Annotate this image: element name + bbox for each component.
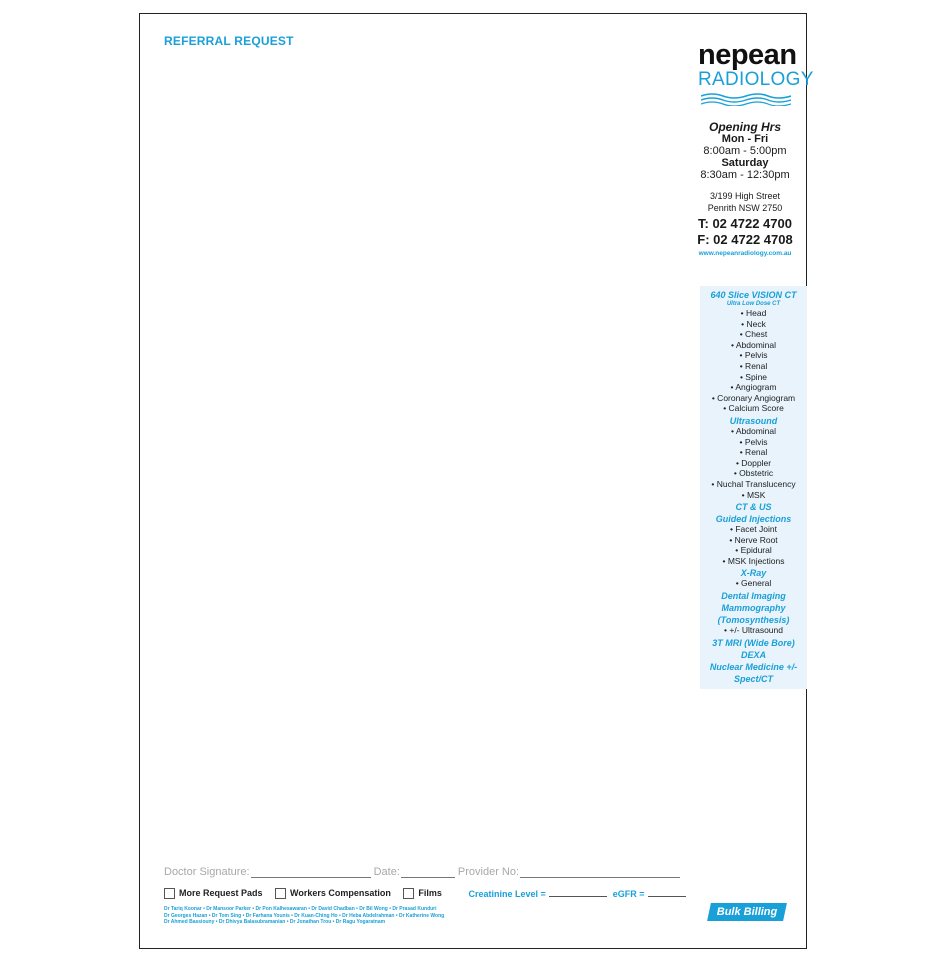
creatinine-label: Creatinine Level =: [468, 889, 546, 900]
service-item: • Neck: [741, 318, 766, 329]
opening-hours: [685, 121, 805, 181]
logo-word-nepean: nepean: [698, 39, 797, 71]
signature-row: [164, 866, 683, 878]
service-item: • Nuchal Translucency: [711, 478, 796, 489]
service-item: • Renal: [739, 447, 768, 458]
service-item: • MSK: [741, 489, 766, 500]
saturday-time: 8:30am - 12:30pm: [700, 169, 790, 181]
service-item: • Epidural: [735, 545, 772, 556]
service-heading: Guided Injections: [715, 514, 792, 525]
service-heading: (Tomosynthesis): [717, 615, 790, 626]
creatinine-field[interactable]: [549, 888, 607, 897]
service-heading: X-Ray: [740, 568, 767, 579]
bulk-billing-badge: Bulk Billing: [716, 906, 778, 918]
service-item: • MSK Injections: [722, 555, 785, 566]
services-panel: [700, 286, 807, 689]
egfr-label: eGFR =: [612, 889, 645, 900]
nepean-radiology-logo: [698, 39, 814, 106]
service-heading: Mammography: [721, 603, 786, 614]
films-checkbox[interactable]: [403, 888, 414, 899]
referral-form-page: [139, 13, 814, 949]
service-item: • Chest: [739, 329, 768, 340]
service-item: • Angiogram: [730, 382, 777, 393]
films-label: Films: [418, 888, 442, 899]
service-item: • Coronary Angiogram: [711, 392, 796, 403]
doctors-line-1: Dr Tariq Koonar • Dr Mansoor Parker • Dr Pon Kalhesawaran • Dr David Chadban • Dr Bil Wong • Dr Prasad Kunduri: [164, 906, 437, 912]
service-item: • Abdominal: [730, 425, 777, 436]
service-item: • Nerve Root: [729, 534, 778, 545]
doctors-list: [164, 906, 444, 926]
more-request-pads-checkbox[interactable]: [164, 888, 175, 899]
service-item: • Facet Joint: [730, 524, 777, 535]
service-heading: DEXA: [740, 649, 766, 660]
address-line-1: 3/199 High Street: [709, 191, 781, 201]
service-heading: Spect/CT: [733, 673, 773, 684]
form-title: REFERRAL REQUEST: [164, 34, 294, 48]
saturday-label: Saturday: [721, 157, 769, 169]
doctor-signature-field[interactable]: [251, 867, 371, 878]
workers-compensation-checkbox[interactable]: [275, 888, 286, 899]
logo-word-radiology: RADIOLOGY: [698, 69, 814, 90]
fax-number: F: 02 4722 4708: [697, 232, 793, 247]
doctor-signature-label: Doctor Signature:: [164, 866, 250, 878]
films-option[interactable]: [403, 888, 442, 899]
service-item: • Head: [740, 308, 767, 318]
doctors-line-2: Dr Georges Hazan • Dr Tom Sing • Dr Farhana Younis • Dr Kuan-Ching Ho • Dr Heba Abdelrahman • Dr Katherine Wong: [164, 912, 445, 919]
service-item: • General: [735, 578, 772, 589]
contact-numbers: [685, 216, 805, 248]
service-item: • Pelvis: [739, 350, 768, 361]
options-row: [164, 888, 689, 899]
service-item: • Doppler: [735, 457, 772, 468]
date-field[interactable]: [401, 867, 455, 878]
service-item: • Spine: [739, 371, 768, 382]
service-item: • +/- Ultrasound: [724, 625, 783, 636]
service-item: • Obstetric: [733, 468, 774, 479]
doctors-line-3: Dr Ahmed Bassiouny • Dr Dhivya Balasubramanian • Dr Jonathan Trou • Dr Ragu Yogaratnam: [164, 919, 386, 925]
service-item: • Pelvis: [739, 436, 768, 447]
service-heading: Ultrasound: [729, 415, 778, 426]
weekday-label: Mon - Fri: [721, 133, 769, 145]
website-link[interactable]: www.nepeanradiology.com.au: [698, 250, 792, 257]
more-request-pads-label: More Request Pads: [179, 888, 263, 899]
service-heading: Dental Imaging: [721, 591, 786, 602]
address-line-2: Penrith NSW 2750: [707, 203, 783, 213]
service-item: • Abdominal: [730, 339, 777, 350]
logo-waves-icon: [701, 92, 791, 106]
opening-hours-heading: Opening Hrs: [708, 120, 781, 134]
date-label: Date:: [373, 866, 400, 878]
weekday-time: 8:00am - 5:00pm: [703, 145, 787, 157]
service-heading: 640 Slice VISION CT: [710, 290, 797, 300]
egfr-field[interactable]: [648, 888, 686, 897]
phone-number: T: 02 4722 4700: [698, 216, 792, 231]
service-heading: Ultra Low Dose CT: [726, 301, 781, 307]
service-heading: 3T MRI (Wide Bore): [712, 637, 795, 648]
service-item: • Calcium Score: [723, 403, 784, 414]
service-heading: CT & US: [735, 502, 772, 513]
workers-compensation-option[interactable]: [275, 888, 391, 899]
address: [685, 190, 805, 214]
workers-compensation-label: Workers Compensation: [290, 888, 391, 899]
provider-number-label: Provider No:: [457, 866, 520, 878]
more-request-pads-option[interactable]: [164, 888, 263, 899]
service-heading: Nuclear Medicine +/-: [709, 661, 798, 672]
provider-number-field[interactable]: [520, 867, 680, 878]
creatinine-group: [468, 888, 689, 899]
service-item: • Renal: [739, 360, 768, 371]
